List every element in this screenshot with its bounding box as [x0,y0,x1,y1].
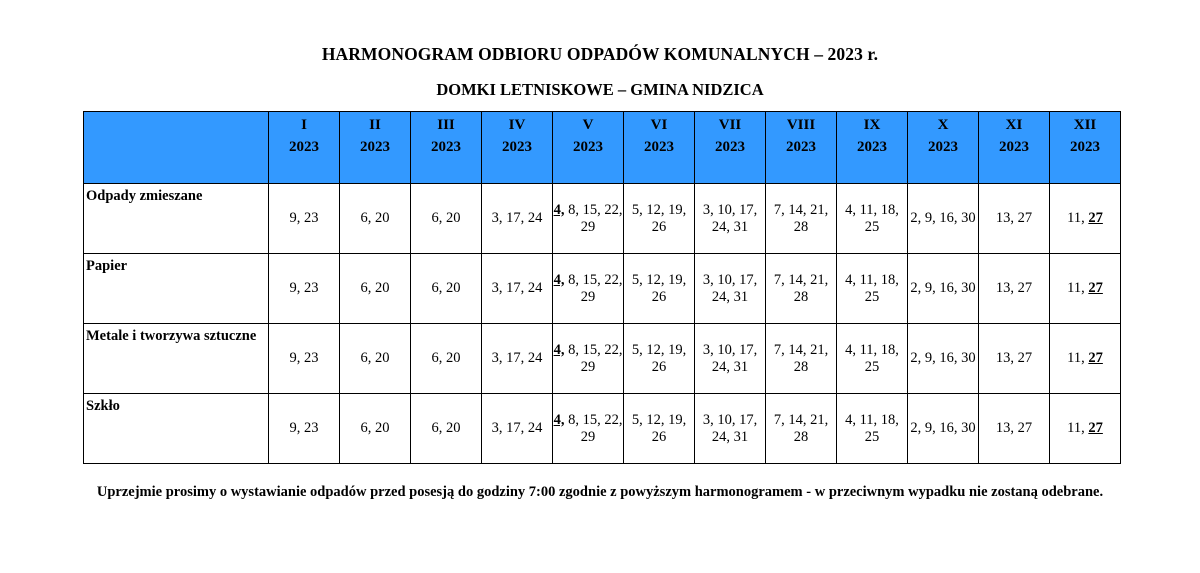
dates-text: 7, 14, 21, 28 [773,411,829,445]
month-year: 2023 [999,139,1029,155]
highlighted-date: 27 [1088,280,1103,296]
dates-text: 5, 12, 19, 26 [631,341,687,375]
dates-text: 4, 11, 18, 25 [845,271,899,305]
collection-dates-cell [979,184,1050,254]
dates-text: 8, 15, 22, 29 [564,411,623,445]
dates-text: 4, 11, 18, 25 [845,201,899,235]
collection-dates-cell [269,254,340,324]
collection-dates-cell [766,184,837,254]
collection-dates-cell [837,324,908,394]
highlighted-date: 4, [553,341,565,358]
collection-dates-cell [411,184,482,254]
month-numeral: X [937,117,949,133]
waste-category: Papier [84,254,269,324]
dates-text: 3, 17, 24 [491,420,543,436]
highlighted-date: 4, [553,271,565,288]
collection-dates-cell [553,394,624,464]
collection-dates-cell [979,324,1050,394]
collection-dates-cell [908,394,979,464]
month-header [837,112,908,184]
collection-dates-cell [766,394,837,464]
collection-dates-cell [269,184,340,254]
collection-dates-cell [411,324,482,394]
month-year: 2023 [928,139,958,155]
collection-dates-cell [482,394,553,464]
collection-dates-cell [482,324,553,394]
dates-text: 3, 10, 17, 24, 31 [702,341,758,375]
dates-text: 11, [1067,210,1089,226]
month-header [1050,112,1121,184]
collection-dates-cell [695,254,766,324]
collection-dates-cell [482,184,553,254]
month-header [340,112,411,184]
dates-text: 9, 23 [289,210,319,226]
dates-text: 4, 11, 18, 25 [845,341,899,375]
schedule-table [83,111,1121,464]
footer-note: Uprzejmie prosimy o wystawianie odpadów przed posesją do godziny 7:00 zgodnie z powyższym harmonogramem - w przeciwnym wypadku nie zostaną odebrane. [96,484,1104,500]
collection-dates-cell [624,394,695,464]
dates-text: 3, 17, 24 [491,350,543,366]
dates-text: 6, 20 [360,280,390,296]
collection-dates-cell [837,184,908,254]
waste-category: Metale i tworzywa sztuczne [84,324,269,394]
dates-text: 7, 14, 21, 28 [773,341,829,375]
month-header [695,112,766,184]
month-year: 2023 [573,139,603,155]
highlighted-date: 27 [1088,350,1103,366]
dates-text: 2, 9, 16, 30 [910,280,976,296]
dates-text: 6, 20 [360,350,390,366]
dates-text: 5, 12, 19, 26 [631,271,687,305]
dates-text: 8, 15, 22, 29 [564,341,623,375]
dates-text: 3, 10, 17, 24, 31 [702,411,758,445]
month-year: 2023 [431,139,461,155]
dates-text: 7, 14, 21, 28 [773,201,829,235]
dates-text: 5, 12, 19, 26 [631,411,687,445]
dates-text: 6, 20 [431,210,461,226]
waste-category: Odpady zmieszane [84,184,269,254]
waste-category: Szkło [84,394,269,464]
collection-dates-cell [340,184,411,254]
collection-dates-cell [1050,184,1121,254]
month-year: 2023 [360,139,390,155]
dates-text: 3, 17, 24 [491,280,543,296]
dates-text: 13, 27 [995,280,1033,296]
highlighted-date: 27 [1088,420,1103,436]
collection-dates-cell [269,394,340,464]
month-header [979,112,1050,184]
month-header [766,112,837,184]
month-numeral: I [301,117,307,133]
dates-text: 6, 20 [431,420,461,436]
month-header [624,112,695,184]
month-header [269,112,340,184]
dates-text: 2, 9, 16, 30 [910,420,976,436]
collection-dates-cell [908,324,979,394]
page-title: HARMONOGRAM ODBIORU ODPADÓW KOMUNALNYCH – 2023 r. [321,44,879,64]
collection-dates-cell [340,394,411,464]
collection-dates-cell [340,324,411,394]
collection-dates-cell [1050,324,1121,394]
dates-text: 11, [1067,420,1089,436]
dates-text: 7, 14, 21, 28 [773,271,829,305]
header-row [84,112,1121,184]
highlighted-date: 4, [553,411,565,428]
dates-text: 9, 23 [289,280,319,296]
page-subtitle: DOMKI LETNISKOWE – GMINA NIDZICA [436,80,764,99]
month-numeral: V [582,117,594,133]
collection-dates-cell [837,394,908,464]
month-header [482,112,553,184]
dates-text: 11, [1067,280,1089,296]
dates-text: 8, 15, 22, 29 [564,201,623,235]
collection-dates-cell [695,184,766,254]
dates-text: 5, 12, 19, 26 [631,201,687,235]
collection-dates-cell [269,324,340,394]
month-numeral: XI [1005,117,1023,133]
month-numeral: III [437,117,455,133]
month-numeral: VIII [786,117,816,133]
dates-text: 2, 9, 16, 30 [910,350,976,366]
dates-text: 8, 15, 22, 29 [564,271,623,305]
month-numeral: XII [1073,117,1097,133]
collection-dates-cell [766,324,837,394]
collection-dates-cell [553,324,624,394]
month-numeral: VII [718,117,742,133]
collection-dates-cell [340,254,411,324]
month-header [553,112,624,184]
dates-text: 4, 11, 18, 25 [845,411,899,445]
month-header [411,112,482,184]
collection-dates-cell [1050,254,1121,324]
dates-text: 3, 17, 24 [491,210,543,226]
collection-dates-cell [766,254,837,324]
dates-text: 6, 20 [431,280,461,296]
collection-dates-cell [908,254,979,324]
collection-dates-cell [624,324,695,394]
table-row [84,184,1121,254]
month-year: 2023 [644,139,674,155]
table-row [84,394,1121,464]
collection-dates-cell [624,184,695,254]
dates-text: 13, 27 [995,420,1033,436]
collection-dates-cell [979,254,1050,324]
collection-dates-cell [908,184,979,254]
collection-dates-cell [624,254,695,324]
collection-dates-cell [553,184,624,254]
dates-text: 6, 20 [431,350,461,366]
month-header [908,112,979,184]
dates-text: 2, 9, 16, 30 [910,210,976,226]
collection-dates-cell [695,324,766,394]
month-year: 2023 [857,139,887,155]
highlighted-date: 27 [1088,210,1103,226]
table-row [84,254,1121,324]
collection-dates-cell [1050,394,1121,464]
collection-dates-cell [553,254,624,324]
month-year: 2023 [786,139,816,155]
highlighted-date: 4, [553,201,565,218]
collection-dates-cell [837,254,908,324]
dates-text: 11, [1067,350,1089,366]
dates-text: 6, 20 [360,210,390,226]
dates-text: 13, 27 [995,210,1033,226]
month-numeral: IX [863,117,881,133]
month-year: 2023 [715,139,745,155]
table-body [84,184,1121,464]
header-corner-cell [84,112,269,184]
month-numeral: IV [508,117,526,133]
month-year: 2023 [289,139,319,155]
dates-text: 13, 27 [995,350,1033,366]
dates-text: 3, 10, 17, 24, 31 [702,271,758,305]
collection-dates-cell [411,394,482,464]
collection-dates-cell [695,394,766,464]
collection-dates-cell [482,254,553,324]
month-numeral: II [369,117,381,133]
collection-dates-cell [411,254,482,324]
month-year: 2023 [502,139,532,155]
dates-text: 6, 20 [360,420,390,436]
collection-dates-cell [979,394,1050,464]
table-row [84,324,1121,394]
month-numeral: VI [650,117,668,133]
month-year: 2023 [1070,139,1100,155]
dates-text: 9, 23 [289,350,319,366]
dates-text: 3, 10, 17, 24, 31 [702,201,758,235]
dates-text: 9, 23 [289,420,319,436]
